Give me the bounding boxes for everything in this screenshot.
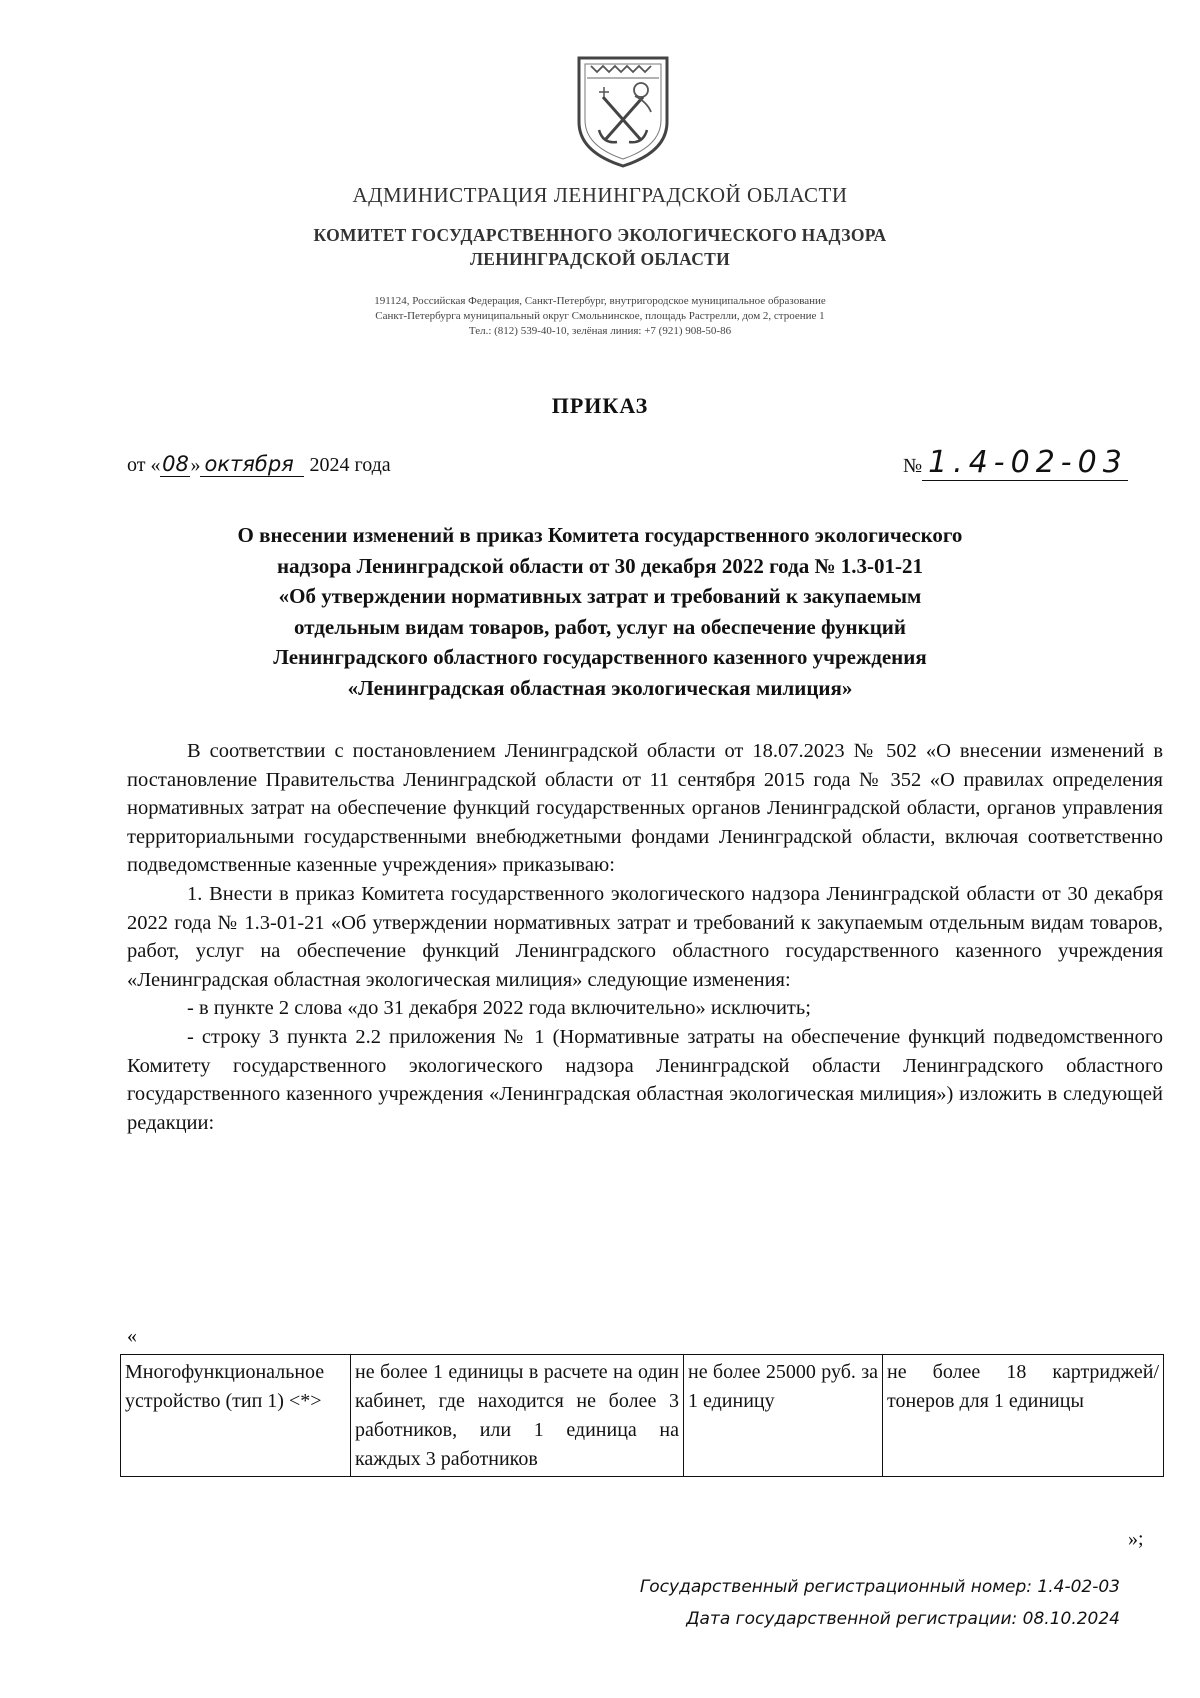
order-date [127,452,391,477]
committee-name [0,223,1200,271]
table-cell-item: Многофункциональное устройство (тип 1) <*> [121,1355,351,1477]
handwritten-month: октября [200,452,304,477]
number-prefix: № [903,455,923,477]
item-1-paragraph: 1. Внести в приказ Комитета государственного экологического надзора Ленинградской области от 30 декабря 2022 года № 1.3-01-21 «Об утверждении нормативных затрат и требований к закупаемым отдельным видам товаров, работ, услуг на обеспечение функций Ленинградского областного государственного казенного учреждения «Ленинградская областная экологическая милиция» следующие изменения: [127,882,1163,991]
date-prefix: от « [127,454,161,476]
address-line3: Тел.: (812) 539-40-10, зелёная линия: +7 (921) 908-50-86 [468,325,732,337]
committee-address [0,294,1200,339]
subject-line2: надзора Ленинградской области от 30 декабря 2022 года № 1.3-01-21 [276,553,924,578]
registration-date: Дата государственной регистрации: 08.10.2024 [686,1609,1120,1629]
table-cell-cartridges: не более 18 картриджей/тонеров для 1 единицы [883,1355,1164,1477]
administration-name: АДМИНИСТРАЦИЯ ЛЕНИНГРАДСКОЙ ОБЛАСТИ [352,183,848,207]
order-subject [0,520,1200,703]
subject-line6: «Ленинградская областная экологическая милиция» [347,675,853,700]
subject-line5: Ленинградского областного государственного казенного учреждения [273,645,927,669]
opening-quote: « [127,1325,137,1347]
closing-quote: »; [1128,1528,1144,1550]
subject-line1: О внесении изменений в приказ Комитета государственного экологического [237,523,963,547]
address-line2: Санкт-Петербурга муниципальный округ Смольнинское, площадь Растрелли, дом 2, строение 1 [375,310,825,322]
subject-line3: «Об утверждении нормативных затрат и требований к закупаемым [278,584,922,608]
order-body [127,737,1163,1137]
committee-name-line1: КОМИТЕТ ГОСУДАРСТВЕННОГО ЭКОЛОГИЧЕСКОГО НАДЗОРА [313,225,887,245]
preamble-paragraph: В соответствии с постановлением Ленинградской области от 18.07.2023 № 502 «О внесении изменений в постановление Правительства Ленинградской области от 11 сентября 2015 года № 352 «О правилах определения нормативных затрат на обеспечение функций государственных органов Ленинградской области, органов управления территориальными государственными внебюджетными фондами Ленинградской области, включая соответственно подведомственные казенные учреждения» приказываю: [127,740,1163,877]
table-cell-quantity: не более 1 единицы в расчете на один кабинет, где находится не более 3 работников, или 1 единица на каждых 3 работников [351,1355,684,1477]
registration-number: Государственный регистрационный номер: 1.4-02-03 [639,1577,1120,1597]
subject-line4: отдельным видам товаров, работ, услуг на обеспечение функций [293,614,907,639]
table-cell-price: не более 25000 руб. за 1 единицу [684,1355,883,1477]
handwritten-day: 08 [162,452,189,476]
committee-name-line2: ЛЕНИНГРАДСКОЙ ОБЛАСТИ [469,249,731,269]
coat-of-arms-emblem [573,52,673,170]
date-mid: » [190,454,201,476]
bullet-2-paragraph: - строку 3 пункта 2.2 приложения № 1 (Нормативные затраты на обеспечение функций подведомственного Комитету государственного экологического надзора Ленинградской области Ленинградского областного государственного казенного учреждения «Ленинградская областная экологическая милиция») изложить в следующей редакции: [127,1025,1163,1134]
address-line1: 191124, Российская Федерация, Санкт-Петербург, внутригородское муниципальное образование [374,295,826,307]
table-row [121,1355,1164,1477]
document-type-title: ПРИКАЗ [551,393,649,418]
bullet-1-paragraph: - в пункте 2 слова «до 31 декабря 2022 года включительно» исключить; [187,997,811,1020]
normative-table [120,1354,1164,1477]
order-number [903,445,1128,481]
date-suffix: 2024 года [304,454,391,476]
handwritten-number: 1.4-02-03 [922,445,1128,481]
